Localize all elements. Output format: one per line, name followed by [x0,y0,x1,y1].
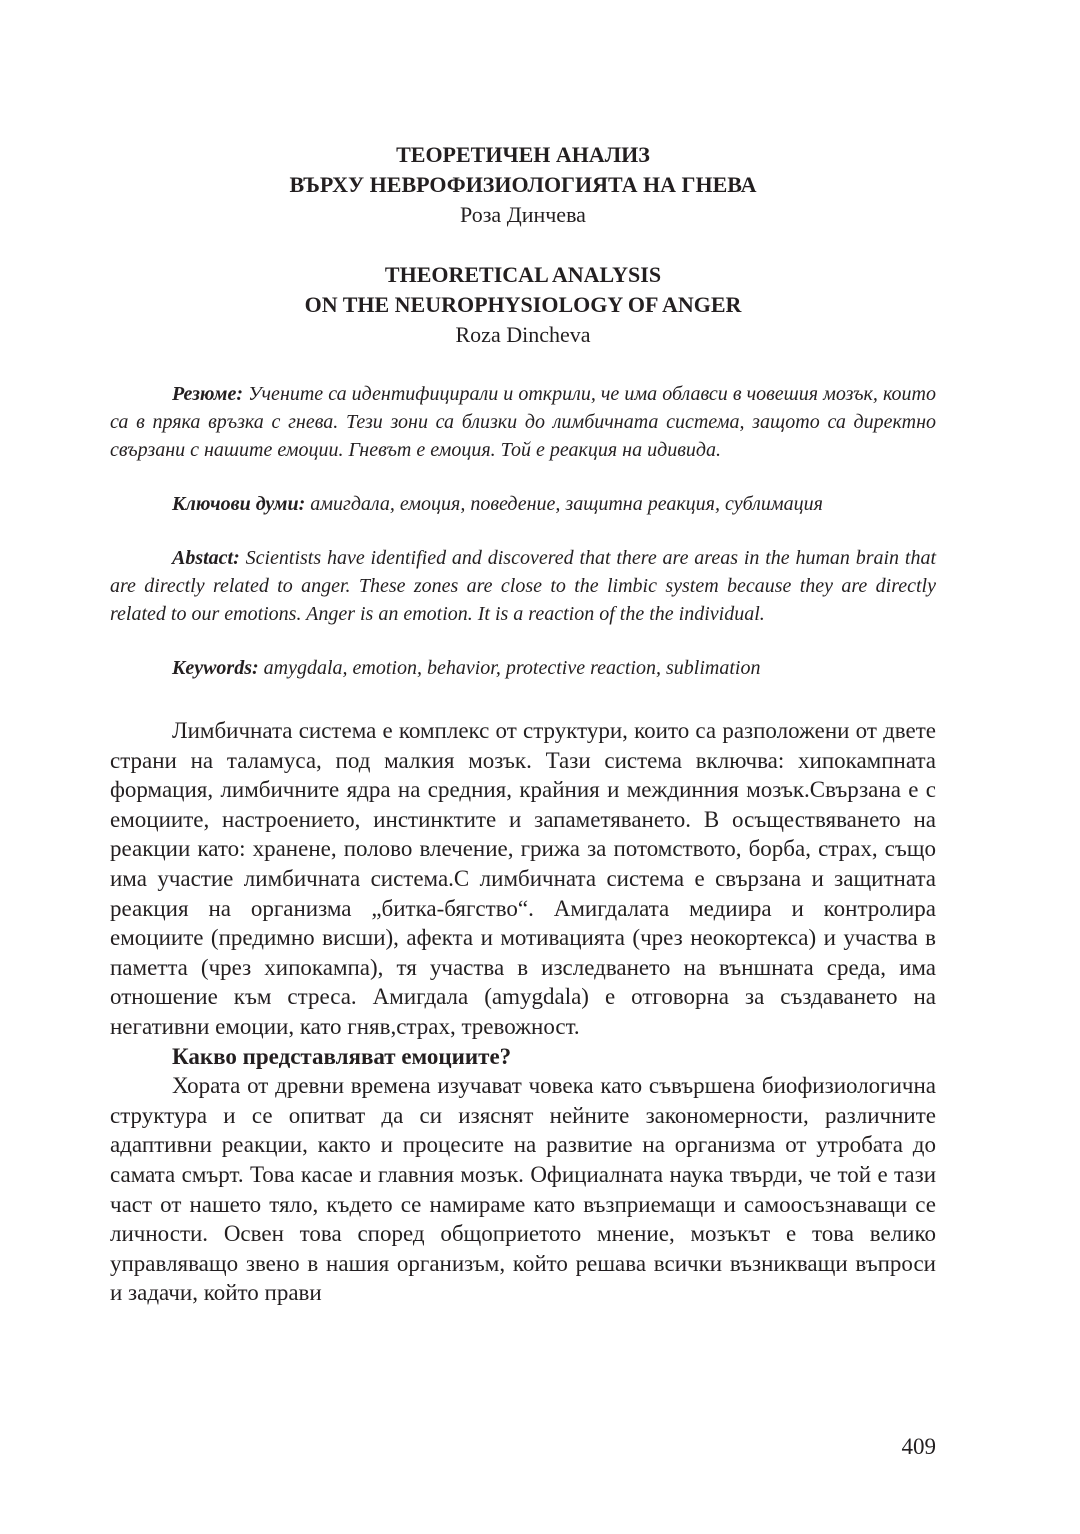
abstract-en-text: Scientists have identified and discovered that there are areas in the human brain that are directly related to anger. These zones are close to the limbic system because they are directly related to our emotions. Anger is an emotion. It is a reaction of the the individual. [110,547,936,625]
resume-paragraph [110,380,936,464]
bg-title-line-1: ТЕОРЕТИЧЕН АНАЛИЗ [396,142,650,167]
keywords-en-label: Keywords: [172,657,259,679]
resume-label: Резюме: [172,383,243,405]
keywords-en-paragraph [110,654,936,682]
english-title-block [110,260,936,350]
section-heading: Какво представляват емоциите? [172,1043,512,1069]
resume-text: Учените са идентифицирали и открили, че има облавси в човешия мозък, които са в пряка връзка с гнева. Тези зони са близки до лимбичната система, защото са директно свързани с нашите емоции. Гневът е емоция. Той е реакция на идивида. [110,383,936,461]
abstract-en-paragraph [110,544,936,628]
en-author: Roza Dincheva [455,322,591,347]
keywords-bg-text: амигдала, емоция, поведение, защитна реакция, сублимация [305,493,823,515]
bg-title-line-2: ВЪРХУ НЕВРОФИЗИОЛОГИЯТА НА ГНЕВА [289,172,757,197]
bulgarian-title-block [110,140,936,230]
keywords-en-text: amygdala, emotion, behavior, protective reaction, sublimation [258,657,761,679]
keywords-bg-label: Ключови думи: [172,493,306,515]
en-title-line-1: THEORETICAL ANALYSIS [384,262,662,287]
keywords-bg-paragraph [110,490,936,518]
body-paragraph-2: Хората от древни времена изучават човека като съвършена биофизиологична структура и се опитват да си изяснят нейните закономерности, различните адаптивни реакции, както и процесите на развитие на организма от утробата до самата смърт. Това касае и главния мозък. Официалната наука твърди, че той е тази част от нашето тяло, където се намираме като възприемащи и самоосъзнаващи се личности. Освен това според общоприетото мнение, мозъкът е това велико управляващо звено в нашия организъм, който решава всички възникващи въпроси и задачи, който прави [110,1073,936,1306]
en-title-line-2: ON THE NEUROPHYSIOLOGY OF ANGER [304,292,742,317]
bg-author: Роза Динчева [460,202,586,227]
page-content [110,140,936,1308]
abstract-en-label: Abstact: [172,547,240,569]
page-number: 409 [901,1434,936,1459]
body-paragraph-1: Лимбичната система е комплекс от структури, които са разположени от двете страни на таламуса, под малкия мозък. Тази система включва: хипокампната формация, лимбичните ядра на средния, крайния и междинния мозък.Свързана е с емоциите, настроението, инстинктите и запаметяването. В осъществяването на реакции като: хранене, полово влечение, грижа за потомството, борба, страх, също има участие лимбичната система.С лимбичната система е свързана и защитната реакция на организма „битка-бягство“. Амигдалата медиира и контролира емоциите (предимно висши), афекта и мотивацията (чрез неокортекса) и участва в паметта (чрез хипокампа), тя участва в изследването на външната среда, има отношение към стреса. Амигдала (amygdala) е отговорна за създаването на негативни емоции, като гняв,страх, тревожност. [110,718,936,1039]
